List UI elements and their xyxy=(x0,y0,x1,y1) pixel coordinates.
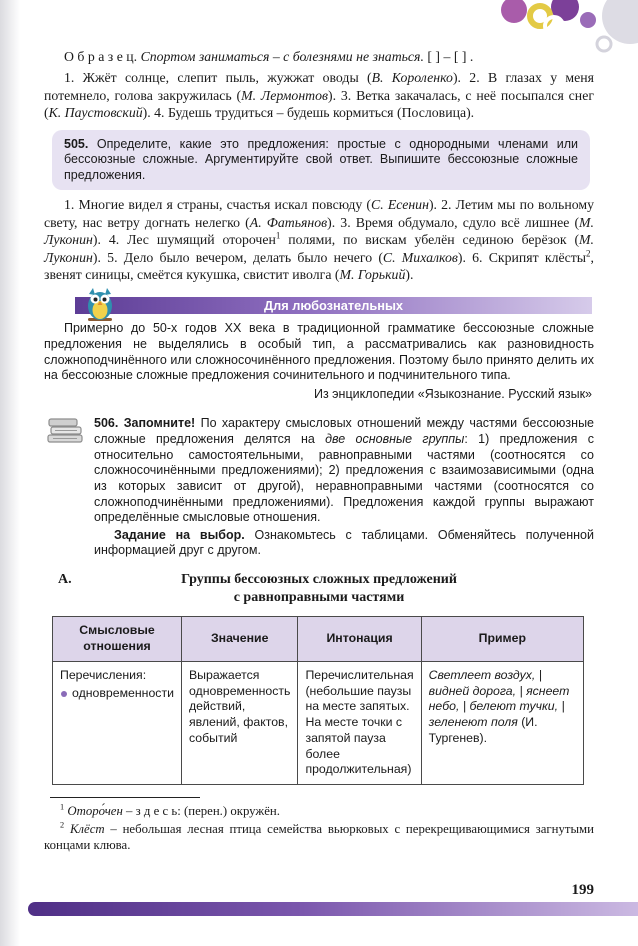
relations-title: Перечисления: xyxy=(60,667,147,682)
exercise-506-text: 506. Запомните! По характеру смысловых отношений между частями бессоюзные сложные предложения делятся на две основные группы: 1) предложения с относительно самостоятельными, равноправными частями (соотносятся со сложносочинёнными предложениями); 2) предложения с взаимозависимыми (одна из которых зависит от другой), неравноправными частями (соотносятся со сложноподчинёнными предложениями). Предложения каждой группы выражают определённые смысловые отношения. xyxy=(94,416,595,525)
col-header-intonation: Интонация xyxy=(298,617,421,661)
cell-example: Светлеет воздух, | видней дорога, | яснеет небо, | белеют тучки, | зеленеют поля (И. Тургенев). xyxy=(421,661,583,784)
owl-icon xyxy=(82,285,118,323)
col-header-example: Пример xyxy=(421,617,583,661)
bottom-decoration-bar xyxy=(28,902,638,916)
table-title-line2: с равноправными частями xyxy=(233,590,405,606)
footnote-separator xyxy=(50,797,200,798)
section-a-label: А. xyxy=(58,572,72,587)
exercise-505-box xyxy=(52,130,590,191)
section-a-heading xyxy=(44,571,594,607)
groups-table xyxy=(52,616,584,785)
cell-meaning: Выражается одновременность действий, явлений, фактов, событий xyxy=(181,661,297,784)
exercise-sentences-1: 1. Жжёт солнце, слепит пыль, жужжат оводы (В. Короленко). 2. В глазах у меня потемнело, голова закружилась (М. Лермонтов). 3. Ветка закачалась, с неё посыпался снег (К. Паустовский). 4. Будешь трудиться – будешь кормиться (Пословица). xyxy=(44,70,594,121)
attribution-line: Из энциклопедии «Языкознание. Русский язык» xyxy=(313,386,592,401)
example-line: О б р а з е ц. Спортом заниматься – с болезнями не знаться. [ ] – [ ] . xyxy=(64,49,474,64)
relations-item: одновременности xyxy=(72,685,174,700)
curious-section-header xyxy=(44,295,594,315)
curious-banner-title: Для любознательных xyxy=(263,298,404,314)
curious-text: Примерно до 50-х годов XX века в традиционной грамматике бессоюзные сложные предложения не выделялись в особый тип, а рассматривались как разновидность сложноподчинённого или сложносочинённого предложения. Поэтому было принято делить их на бессоюзные сложные предложения сочинительного и подчинительного типа. xyxy=(44,321,594,383)
page-edge-shadow xyxy=(0,0,20,946)
col-header-relations: Смысловые отношения xyxy=(53,617,182,661)
bullet-icon xyxy=(61,691,67,697)
cell-intonation: Перечислительная (небольшие паузы на месте запятых. На месте точки с запятой пауза более продолжительная) xyxy=(298,661,421,784)
cell-relations xyxy=(53,661,182,784)
exercise-505-text: 505. Определите, какие это предложения: простые с однородными членами или бессоюзные сложные. Аргументируйте свой ответ. Выпишите бессоюзные сложные предложения. xyxy=(64,136,578,182)
footnote-1: $^1$ Оторо́чен – з д е с ь: (перен.) окружён. xyxy=(60,802,280,818)
exercise-505-sentences: 1. Многие видел я страны, счастья искал повсюду (С. Есенин). 2. Летим мы по вольному свету, нас ветру догнать нелегко (А. Фатьянов). 3. Время обдумало, сдуло всё лишнее (М. Луконин). 4. Лес шумящий оторочен$^1$ полями, по вискам убелён сединою берёзок (М. Луконин). 5. Дело было вечером, делать было нечего (С. Михалков). 6. Скрипят клёсты$^2$, звенят синицы, смеётся кукушка, свистит иволга (М. Горький). xyxy=(44,197,594,282)
table-header-row xyxy=(53,617,584,661)
col-header-meaning: Значение xyxy=(181,617,297,661)
page-number: 199 xyxy=(571,882,594,899)
books-icon xyxy=(44,414,86,446)
relations-bullet-line xyxy=(60,686,174,702)
curious-banner xyxy=(75,297,592,314)
page-content xyxy=(44,44,594,854)
footnote-2: $^2$ Клёст – небольшая лесная птица семейства вьюрковых с перекрещивающимися загнутыми концами клюва. xyxy=(44,820,595,853)
exercise-506-text-column xyxy=(94,412,594,559)
table-row xyxy=(53,661,584,784)
exercise-506 xyxy=(44,412,594,559)
table-title-line1: Группы бессоюзных сложных предложений xyxy=(181,572,457,587)
exercise-506-task: Задание на выбор. Ознакомьтесь с таблицами. Обменяйтесь полученной информацией друг с другом. xyxy=(94,527,594,558)
exercise-506-icon-column xyxy=(44,412,86,559)
table-title xyxy=(44,571,594,607)
